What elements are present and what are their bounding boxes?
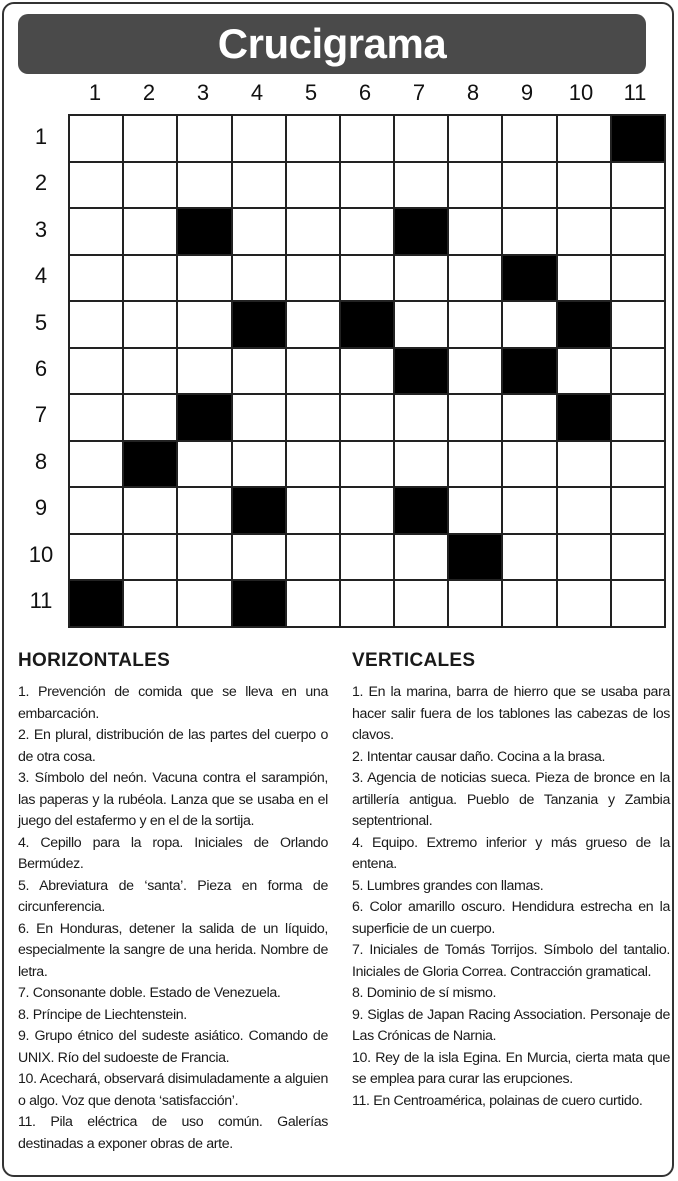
grid-cell[interactable] — [124, 581, 176, 626]
grid-cell[interactable] — [124, 488, 176, 533]
grid-cell[interactable] — [233, 442, 285, 487]
row-number: 10 — [28, 541, 54, 567]
horizontales-clue: 1. Prevención de comida que se lleva en una embarcación. — [18, 684, 328, 722]
column-number: 10 — [568, 80, 594, 105]
grid-cell[interactable] — [341, 535, 393, 580]
row-number: 8 — [34, 448, 48, 474]
verticales-clue: 4. Equipo. Extremo inferior y más grueso de la entena. — [352, 834, 670, 872]
grid-cell[interactable] — [395, 395, 447, 440]
verticales-clue: 2. Intentar causar daño. Cocina a la brasa. — [352, 748, 606, 765]
grid-cell[interactable] — [233, 116, 285, 161]
grid-cell[interactable] — [287, 488, 339, 533]
grid-cell[interactable] — [503, 163, 555, 208]
verticales-clue: 5. Lumbres grandes con llamas. — [352, 877, 544, 894]
grid-cell[interactable] — [612, 442, 664, 487]
grid-cell[interactable] — [449, 581, 501, 626]
verticales-clue: 8. Dominio de sí mismo. — [352, 985, 497, 1001]
grid-cell-black — [503, 349, 555, 394]
grid-cell[interactable] — [558, 163, 610, 208]
grid-cell[interactable] — [287, 256, 339, 301]
column-number: 5 — [304, 80, 318, 105]
row-number: 9 — [34, 495, 48, 521]
verticales-clue: 10. Rey de la isla Egina. En Murcia, cierta mata que se emplea para curar las erupciones. — [352, 1049, 670, 1087]
grid-cell[interactable] — [287, 581, 339, 626]
grid-cell[interactable] — [70, 302, 122, 347]
grid-cell[interactable] — [503, 395, 555, 440]
grid-cell[interactable] — [287, 349, 339, 394]
grid-cell[interactable] — [395, 163, 447, 208]
grid-cell[interactable] — [395, 442, 447, 487]
grid-cell[interactable] — [124, 209, 176, 254]
grid-cell-black — [449, 535, 501, 580]
grid-cell[interactable] — [612, 302, 664, 347]
grid-cell[interactable] — [449, 302, 501, 347]
grid-cell[interactable] — [124, 256, 176, 301]
column-number: 7 — [412, 80, 426, 105]
grid-cell[interactable] — [395, 116, 447, 161]
grid-cell[interactable] — [124, 395, 176, 440]
horizontales-clue: 2. En plural, distribución de las partes del cuerpo o de otra cosa. — [18, 727, 328, 765]
grid-cell[interactable] — [558, 488, 610, 533]
grid-cell[interactable] — [449, 163, 501, 208]
grid-cell[interactable] — [449, 488, 501, 533]
grid-cell-black — [341, 302, 393, 347]
horizontales-heading: HORIZONTALES — [18, 650, 171, 671]
column-number: 4 — [250, 80, 264, 105]
grid-cell[interactable] — [178, 349, 230, 394]
grid-cell[interactable] — [558, 116, 610, 161]
row-numbers — [18, 114, 64, 624]
grid-cell-black — [395, 209, 447, 254]
row-number: 4 — [34, 263, 48, 289]
grid-cell-black — [178, 209, 230, 254]
grid-cell[interactable] — [70, 163, 122, 208]
grid-cell-black — [178, 395, 230, 440]
grid-cell[interactable] — [287, 209, 339, 254]
grid-cell[interactable] — [70, 209, 122, 254]
grid-cell[interactable] — [341, 209, 393, 254]
horizontales-clue: 7. Consonante doble. Estado de Venezuela. — [18, 985, 281, 1001]
grid-cell[interactable] — [449, 256, 501, 301]
verticales-section — [352, 650, 670, 1112]
grid-cell[interactable] — [449, 209, 501, 254]
verticales-heading: VERTICALES — [352, 650, 476, 671]
grid-cell-black — [395, 349, 447, 394]
grid-cell[interactable] — [612, 256, 664, 301]
grid-cell[interactable] — [341, 488, 393, 533]
grid-cell[interactable] — [449, 349, 501, 394]
grid-cell-black — [233, 581, 285, 626]
page-title: Crucigrama — [217, 20, 447, 67]
horizontales-clue: 11. Pila eléctrica de uso común. Galerías destinadas a exponer obras de arte. — [18, 1114, 328, 1152]
grid-cell[interactable] — [449, 442, 501, 487]
grid-cell[interactable] — [612, 349, 664, 394]
horizontales-list — [18, 682, 328, 1155]
grid-cell[interactable] — [124, 535, 176, 580]
grid-cell[interactable] — [178, 488, 230, 533]
grid-cell[interactable] — [395, 256, 447, 301]
grid-cell[interactable] — [612, 209, 664, 254]
grid-cell-black — [558, 302, 610, 347]
grid-cell[interactable] — [449, 116, 501, 161]
grid-cell[interactable] — [612, 488, 664, 533]
grid-cell[interactable] — [503, 442, 555, 487]
grid-cell[interactable] — [449, 395, 501, 440]
grid-cell[interactable] — [503, 488, 555, 533]
grid-cell[interactable] — [503, 535, 555, 580]
grid-cell[interactable] — [233, 256, 285, 301]
verticales-clue: 7. Iniciales de Tomás Torrijos. Símbolo del tantalio. Iniciales de Gloria Correa. Contracción gramatical. — [352, 942, 670, 980]
verticales-clue: 1. En la marina, barra de hierro que se usaba para hacer salir fuera de los tablones las cabezas de los clavos. — [352, 684, 670, 743]
column-number: 3 — [196, 80, 210, 105]
grid-cell[interactable] — [612, 163, 664, 208]
row-number: 6 — [34, 356, 48, 381]
crossword-grid-frame — [68, 114, 666, 628]
verticales-clue: 6. Color amarillo oscuro. Hendidura estrecha en la superficie de un cuerpo. — [352, 899, 670, 937]
row-number: 5 — [34, 309, 48, 335]
grid-cell-black — [503, 256, 555, 301]
title-banner — [18, 14, 646, 74]
grid-cell[interactable] — [233, 535, 285, 580]
grid-cell[interactable] — [341, 442, 393, 487]
column-number: 8 — [466, 80, 480, 105]
grid-cell[interactable] — [233, 163, 285, 208]
column-number: 2 — [142, 80, 156, 105]
crossword-grid — [70, 116, 664, 626]
verticales-clue: 3. Agencia de noticias sueca. Pieza de bronce en la artillería antigua. Pueblo de Tanzania y Zambia septentrional. — [352, 770, 670, 829]
grid-cell[interactable] — [70, 256, 122, 301]
horizontales-clue: 5. Abreviatura de ‘santa’. Pieza en forma de circunferencia. — [18, 877, 328, 915]
grid-cell-black — [124, 442, 176, 487]
grid-cell[interactable] — [178, 581, 230, 626]
grid-cell-black — [612, 116, 664, 161]
horizontales-clue: 4. Cepillo para la ropa. Iniciales de Orlando Bermúdez. — [18, 834, 328, 872]
row-number: 7 — [34, 402, 48, 428]
grid-cell[interactable] — [503, 209, 555, 254]
grid-cell[interactable] — [124, 116, 176, 161]
grid-cell[interactable] — [341, 256, 393, 301]
column-number: 6 — [358, 80, 372, 105]
grid-cell[interactable] — [558, 535, 610, 580]
grid-cell[interactable] — [341, 163, 393, 208]
column-numbers — [68, 76, 662, 110]
horizontales-clue: 6. En Honduras, detener la salida de un líquido, especialmente la sangre de una herida. Nombre de letra. — [18, 920, 328, 980]
grid-cell[interactable] — [233, 209, 285, 254]
grid-cell[interactable] — [341, 395, 393, 440]
grid-cell[interactable] — [341, 116, 393, 161]
horizontales-clue: 8. Príncipe de Liechtenstein. — [18, 1006, 187, 1023]
grid-cell[interactable] — [70, 442, 122, 487]
grid-cell[interactable] — [558, 442, 610, 487]
grid-cell-black — [395, 488, 447, 533]
horizontales-section — [18, 650, 328, 1155]
horizontales-clue: 10. Acechará, observará disimuladamente a alguien o algo. Voz que denota ‘satisfacción’. — [18, 1071, 328, 1109]
grid-cell[interactable] — [558, 349, 610, 394]
grid-cell[interactable] — [124, 302, 176, 347]
grid-cell[interactable] — [395, 581, 447, 626]
grid-cell-black — [70, 581, 122, 626]
grid-cell[interactable] — [70, 488, 122, 533]
grid-cell[interactable] — [287, 442, 339, 487]
grid-cell[interactable] — [233, 349, 285, 394]
grid-cell[interactable] — [558, 209, 610, 254]
column-number: 11 — [623, 80, 647, 105]
verticales-list — [352, 682, 670, 1112]
row-number: 3 — [34, 216, 48, 242]
grid-cell[interactable] — [178, 442, 230, 487]
horizontales-clue: 9. Grupo étnico del sudeste asiático. Comando de UNIX. Río del sudoeste de Francia. — [18, 1028, 328, 1066]
grid-cell[interactable] — [503, 302, 555, 347]
grid-cell[interactable] — [124, 163, 176, 208]
grid-cell[interactable] — [558, 581, 610, 626]
row-number: 2 — [34, 170, 48, 196]
grid-cell[interactable] — [612, 535, 664, 580]
verticales-clue: 11. En Centroamérica, polainas de cuero curtido. — [352, 1092, 643, 1109]
grid-cell[interactable] — [612, 395, 664, 440]
grid-cell[interactable] — [503, 116, 555, 161]
grid-cell[interactable] — [178, 163, 230, 208]
grid-cell[interactable] — [395, 535, 447, 580]
grid-cell[interactable] — [178, 116, 230, 161]
grid-cell[interactable] — [124, 349, 176, 394]
grid-cell[interactable] — [341, 581, 393, 626]
column-number: 9 — [520, 80, 534, 105]
grid-cell[interactable] — [70, 395, 122, 440]
grid-cell[interactable] — [70, 535, 122, 580]
row-number: 1 — [34, 124, 48, 149]
grid-cell[interactable] — [233, 395, 285, 440]
grid-cell[interactable] — [287, 395, 339, 440]
grid-cell[interactable] — [558, 256, 610, 301]
grid-cell[interactable] — [70, 116, 122, 161]
grid-cell[interactable] — [395, 302, 447, 347]
horizontales-clue: 3. Símbolo del neón. Vacuna contra el sarampión, las paperas y la rubéola. Lanza que se usaba en el juego del estafermo y en el de la sortija. — [18, 770, 328, 829]
grid-cell[interactable] — [178, 302, 230, 347]
grid-cell-black — [233, 302, 285, 347]
grid-cell[interactable] — [341, 349, 393, 394]
grid-cell[interactable] — [612, 581, 664, 626]
grid-cell[interactable] — [178, 535, 230, 580]
grid-cell-black — [558, 395, 610, 440]
verticales-clue: 9. Siglas de Japan Racing Association. Personaje de Las Crónicas de Narnia. — [352, 1006, 670, 1044]
grid-cell[interactable] — [287, 535, 339, 580]
grid-cell[interactable] — [70, 349, 122, 394]
grid-cell[interactable] — [178, 256, 230, 301]
column-number: 1 — [88, 80, 102, 105]
grid-cell[interactable] — [287, 302, 339, 347]
grid-cell[interactable] — [287, 116, 339, 161]
grid-cell-black — [233, 488, 285, 533]
grid-cell[interactable] — [503, 581, 555, 626]
row-number: 11 — [29, 588, 53, 613]
grid-cell[interactable] — [287, 163, 339, 208]
